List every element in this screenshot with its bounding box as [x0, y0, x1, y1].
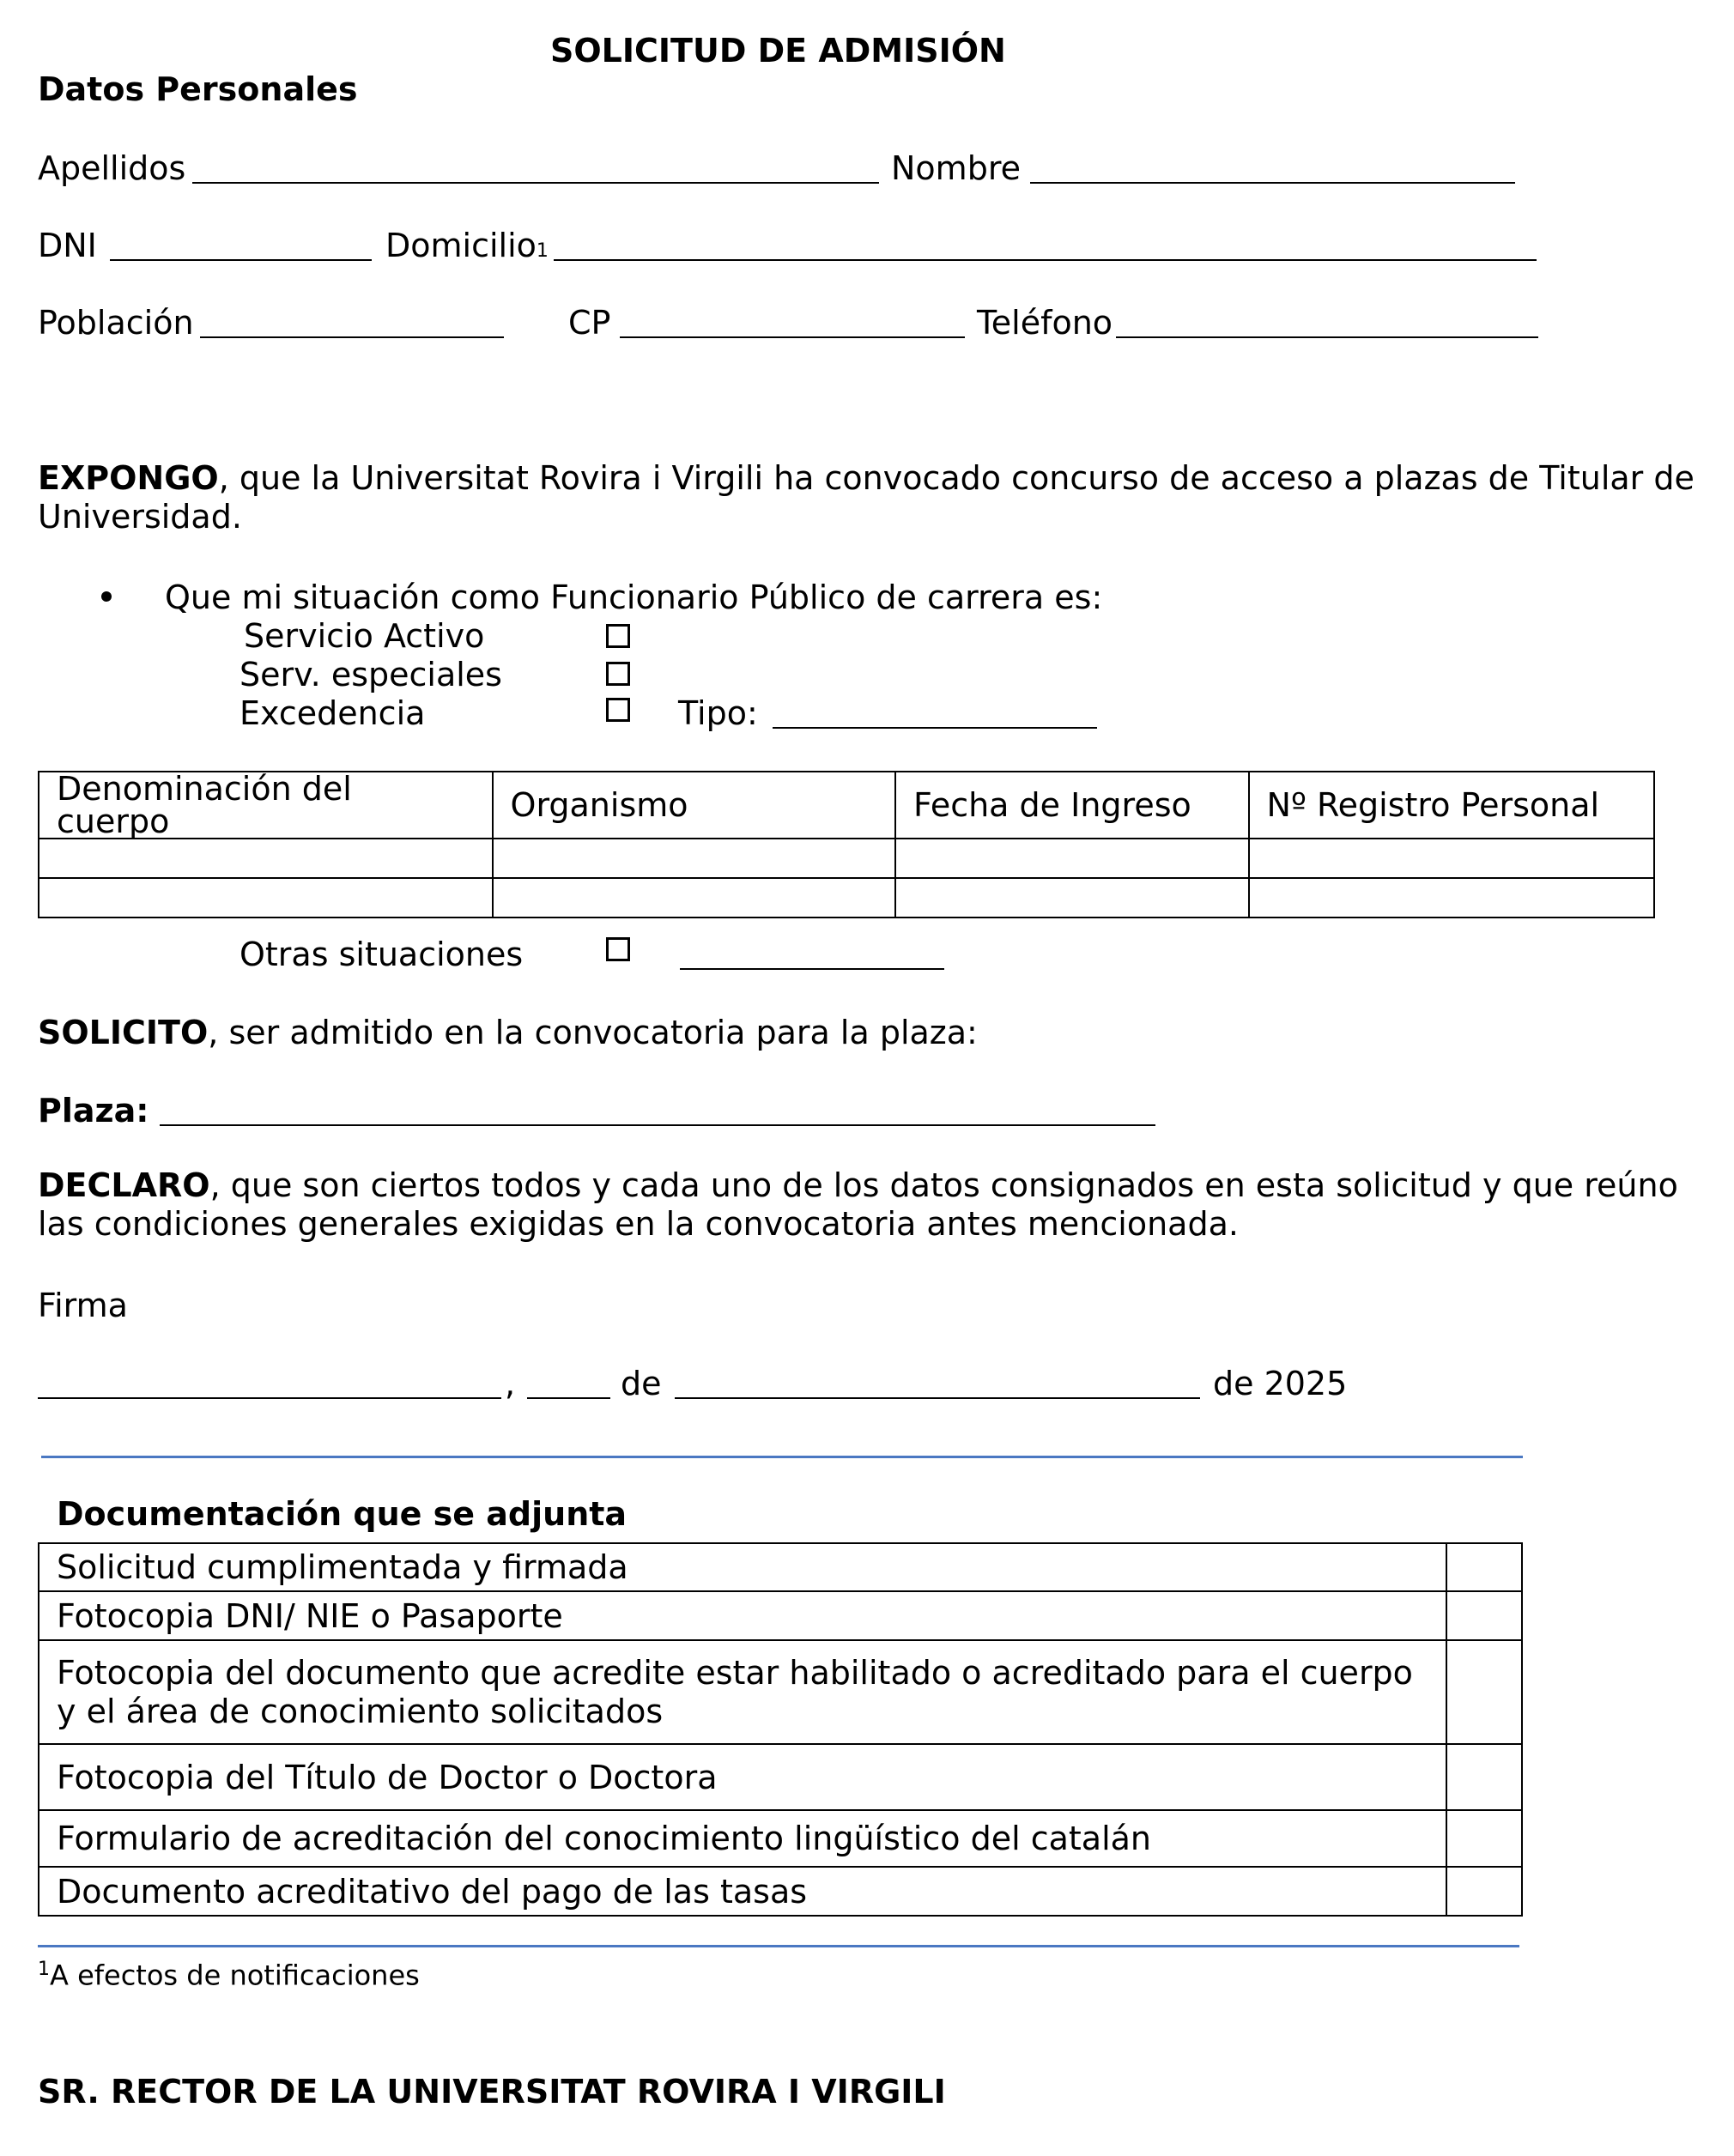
cp-field[interactable]: [620, 336, 965, 338]
otras-situaciones-field[interactable]: [680, 968, 944, 970]
plaza-field[interactable]: [160, 1124, 1155, 1126]
nombre-field[interactable]: [1030, 182, 1515, 184]
otras-situaciones-checkbox[interactable]: [606, 937, 630, 961]
telefono-label: Teléfono: [977, 304, 1113, 342]
table-row: [39, 1543, 1522, 1591]
table-row: [39, 839, 1654, 878]
excedencia-label: Excedencia: [239, 694, 426, 732]
table-header-cell: Nº Registro Personal: [1249, 772, 1654, 839]
poblacion-label: Población: [38, 304, 194, 342]
table-row: [39, 1867, 1522, 1916]
documentacion-heading: Documentación que se adjunta: [57, 1495, 628, 1533]
documentacion-table: [38, 1542, 1523, 1917]
table-row: [39, 1591, 1522, 1640]
solicito-paragraph: SOLICITO, ser admitido en la convocatoria para la plaza:: [38, 1014, 978, 1051]
declaro-paragraph: DECLARO, que son ciertos todos y cada uno de los datos consignados en esta solicitud y que reúno las condiciones generales exigidas en la convocatoria antes mencionada.: [38, 1166, 1678, 1243]
firma-de-label: de: [621, 1365, 662, 1402]
table-cell[interactable]: [895, 839, 1249, 878]
tipo-label: Tipo:: [678, 694, 758, 732]
table-header-cell: Denominación del cuerpo: [39, 772, 493, 839]
footnote-divider: [38, 1945, 1519, 1947]
form-title: SOLICITUD DE ADMISIÓN: [550, 32, 1006, 70]
apellidos-label: Apellidos: [38, 149, 186, 187]
expongo-paragraph: EXPONGO, que la Universitat Rovira i Virgili ha convocado concurso de acceso a plazas de Titular de Universidad.: [38, 459, 1695, 536]
table-cell[interactable]: [39, 878, 493, 918]
nombre-label: Nombre: [891, 149, 1021, 187]
table-cell[interactable]: [493, 839, 896, 878]
tipo-field[interactable]: [773, 727, 1097, 729]
document-item-label: Solicitud cumplimentada y firmada: [39, 1543, 1446, 1591]
dia-field[interactable]: [527, 1397, 610, 1399]
table-row: [39, 1640, 1522, 1744]
document-item-check[interactable]: [1446, 1867, 1522, 1916]
servicio-activo-checkbox[interactable]: [606, 624, 630, 648]
domicilio-field[interactable]: [554, 259, 1537, 261]
table-row: [39, 878, 1654, 918]
bullet-icon: [101, 591, 112, 602]
document-item-check[interactable]: [1446, 1591, 1522, 1640]
firma-comma: ,: [505, 1365, 516, 1402]
table-cell[interactable]: [39, 839, 493, 878]
table-header-row: [39, 772, 1654, 839]
table-row: [39, 1810, 1522, 1867]
cp-label: CP: [568, 304, 611, 342]
dni-field[interactable]: [110, 259, 372, 261]
serv-especiales-checkbox[interactable]: [606, 662, 630, 686]
domicilio-label: Domicilio1: [385, 227, 549, 264]
firma-year-label: de 2025: [1213, 1365, 1348, 1402]
document-item-label: Documento acreditativo del pago de las tasas: [39, 1867, 1446, 1916]
apellidos-field[interactable]: [192, 182, 879, 184]
addressee: SR. RECTOR DE LA UNIVERSITAT ROVIRA I VIRGILI: [38, 2073, 946, 2111]
dni-label: DNI: [38, 227, 97, 264]
otras-situaciones-label: Otras situaciones: [239, 936, 524, 973]
firma-label: Firma: [38, 1287, 128, 1324]
document-item-check[interactable]: [1446, 1640, 1522, 1744]
section-divider: [41, 1456, 1523, 1458]
poblacion-field[interactable]: [200, 336, 504, 338]
telefono-field[interactable]: [1116, 336, 1538, 338]
document-item-label: Fotocopia del Título de Doctor o Doctora: [39, 1744, 1446, 1810]
personal-data-heading: Datos Personales: [38, 70, 358, 108]
table-header-cell: Organismo: [493, 772, 896, 839]
table-header-cell: Fecha de Ingreso: [895, 772, 1249, 839]
mes-field[interactable]: [675, 1397, 1200, 1399]
document-item-check[interactable]: [1446, 1744, 1522, 1810]
table-cell[interactable]: [1249, 878, 1654, 918]
table-cell[interactable]: [493, 878, 896, 918]
document-item-label: Fotocopia del documento que acredite estar habilitado o acreditado para el cuerpo y el área de conocimiento solicitados: [39, 1640, 1446, 1744]
table-row: [39, 1744, 1522, 1810]
footnote-ref: 1: [536, 240, 549, 262]
document-item-label: Formulario de acreditación del conocimiento lingüístico del catalán: [39, 1810, 1446, 1867]
cuerpo-table: [38, 771, 1655, 918]
table-cell[interactable]: [895, 878, 1249, 918]
excedencia-checkbox[interactable]: [606, 698, 630, 722]
serv-especiales-label: Serv. especiales: [239, 656, 502, 693]
document-item-check[interactable]: [1446, 1543, 1522, 1591]
table-cell[interactable]: [1249, 839, 1654, 878]
situacion-intro: Que mi situación como Funcionario Público de carrera es:: [165, 578, 1103, 616]
footnote: $^1$A efectos de notificaciones: [38, 1959, 420, 1992]
document-item-check[interactable]: [1446, 1810, 1522, 1867]
document-item-label: Fotocopia DNI/ NIE o Pasaporte: [39, 1591, 1446, 1640]
lugar-field[interactable]: [38, 1397, 501, 1399]
plaza-label: Plaza:: [38, 1092, 149, 1129]
servicio-activo-label: Servicio Activo: [244, 617, 485, 655]
